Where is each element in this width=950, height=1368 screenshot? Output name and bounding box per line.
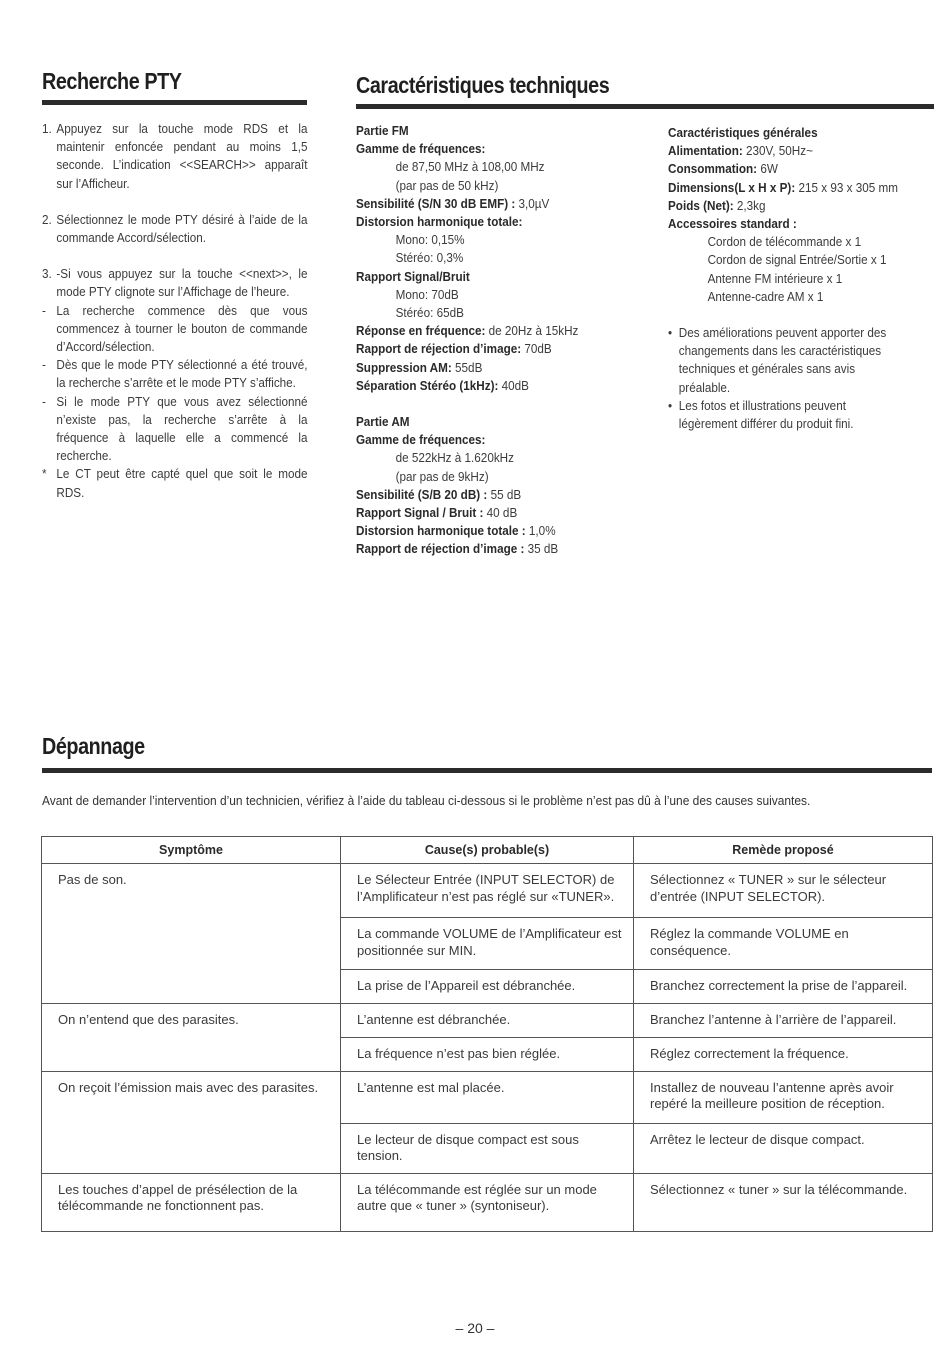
pty-sub-item: - Dès que le mode PTY sélectionné a été trouvé, la recherche s’arrête et le mode PTY s’affiche. bbox=[42, 357, 308, 391]
specs-general-column bbox=[668, 124, 931, 433]
table-row bbox=[42, 1071, 933, 1123]
remedy-cell: Branchez correctement la prise de l’appareil. bbox=[634, 970, 933, 1004]
pty-step-1: 1. Appuyez sur la touche mode RDS et la maintenir enfoncée pendant au moins 1,5 seconde. L’indication <<SEARCH>> apparaît sur l’Afficheur. bbox=[42, 121, 308, 191]
symptom-cell: On n’entend que des parasites. bbox=[42, 1004, 341, 1072]
pty-step-2: 2. Sélectionnez le mode PTY désiré à l’aide de la commande Accord/sélection. bbox=[42, 211, 308, 246]
fm-frequency-response: Réponse en fréquence: de 20Hz à 15kHz bbox=[356, 323, 579, 339]
specs-note: • Les fotos et illustrations peuvent légèrement différer du produit fini. bbox=[668, 397, 854, 432]
specs-fm-am-column bbox=[356, 122, 626, 559]
troubleshooting-intro: Avant de demander l’intervention d’un technicien, vérifiez à l’aide du tableau ci-dessous si le problème n’est pas dû à l’une des causes suivantes. bbox=[42, 793, 811, 808]
symptom-cell: Pas de son. bbox=[42, 864, 341, 1004]
fm-sensitivity: Sensibilité (S/N 30 dB EMF) : 3,0µV bbox=[356, 195, 550, 211]
pty-step-3: 3. -Si vous appuyez sur la touche <<next>>, le mode PTY clignote sur l’Affichage de l’heure. bbox=[42, 266, 308, 300]
cause-cell: La télécommande est réglée sur un mode autre que « tuner » (syntoniseur). bbox=[341, 1173, 634, 1231]
fm-stereo-separation: Séparation Stéréo (1kHz): 40dB bbox=[356, 377, 529, 393]
fm-freq-step: (par pas de 50 kHz) bbox=[395, 177, 499, 193]
fm-section-title: Partie FM bbox=[356, 123, 409, 138]
cause-cell: L’antenne est débranchée. bbox=[341, 1004, 634, 1038]
table-header-row bbox=[42, 837, 933, 864]
general-power: Alimentation: 230V, 50Hz~ bbox=[668, 143, 813, 159]
table-row bbox=[42, 1173, 933, 1231]
pty-sub-item: - Si le mode PTY que vous avez sélectionné n’existe pas, la recherche s’arrête à la fréquence à laquelle elle a commencé la recherche. bbox=[42, 393, 308, 464]
pty-steps bbox=[42, 120, 308, 302]
cause-cell: La fréquence n’est pas bien réglée. bbox=[341, 1037, 634, 1071]
header-symptom: Symptôme bbox=[42, 837, 341, 864]
fm-freq-range: de 87,50 MHz à 108,00 MHz bbox=[395, 159, 545, 175]
troubleshooting-title: Dépannage bbox=[42, 733, 145, 759]
remedy-cell: Installez de nouveau l’antenne après avoir repéré la meilleure position de réception. bbox=[634, 1071, 933, 1123]
remedy-cell: Sélectionnez « tuner » sur la télécommande. bbox=[634, 1173, 933, 1231]
am-freq-range: de 522kHz à 1.620kHz bbox=[395, 450, 514, 466]
am-sensitivity: Sensibilité (S/B 20 dB) : 55 dB bbox=[356, 486, 522, 502]
fm-snr-stereo: Stéréo: 65dB bbox=[395, 305, 464, 321]
header-remedy: Remède proposé bbox=[634, 837, 933, 864]
cause-cell: Le Sélecteur Entrée (INPUT SELECTOR) de l’Amplificateur n’est pas réglé sur «TUNER». bbox=[341, 864, 634, 918]
fm-thd-label: Distorsion harmonique totale: bbox=[356, 214, 523, 230]
am-freq-step: (par pas de 9kHz) bbox=[395, 468, 489, 484]
page-number: – 20 – bbox=[455, 1320, 495, 1336]
table-row bbox=[42, 1004, 933, 1038]
general-consumption: Consommation: 6W bbox=[668, 161, 778, 177]
troubleshooting-title-rule bbox=[42, 768, 932, 773]
fm-snr-label: Rapport Signal/Bruit bbox=[356, 268, 470, 284]
remedy-cell: Branchez l’antenne à l’arrière de l’appareil. bbox=[634, 1004, 933, 1038]
pty-title-rule bbox=[42, 100, 307, 105]
pty-note: * Le CT peut être capté quel que soit le mode RDS. bbox=[42, 466, 308, 500]
remedy-cell: Réglez la commande VOLUME en conséquence. bbox=[634, 918, 933, 970]
troubleshooting-table bbox=[41, 836, 933, 1232]
accessory-item: Antenne FM intérieure x 1 bbox=[707, 270, 843, 286]
am-image-rejection: Rapport de réjection d’image : 35 dB bbox=[356, 541, 559, 557]
accessory-item: Cordon de signal Entrée/Sortie x 1 bbox=[707, 252, 887, 268]
fm-freq-label: Gamme de fréquences: bbox=[356, 141, 486, 157]
specs-note: • Des améliorations peuvent apporter des changements dans les caractéristiques techniques et générales sans avis préalable. bbox=[668, 325, 887, 395]
specs-title: Caractéristiques techniques bbox=[356, 72, 610, 98]
symptom-cell: On reçoit l’émission mais avec des parasites. bbox=[42, 1071, 341, 1173]
general-weight: Poids (Net): 2,3kg bbox=[668, 197, 766, 213]
am-thd: Distorsion harmonique totale : 1,0% bbox=[356, 523, 556, 539]
pty-column bbox=[42, 120, 308, 502]
general-accessories-label: Accessoires standard : bbox=[668, 216, 797, 232]
specs-title-rule bbox=[356, 104, 934, 109]
fm-image-rejection: Rapport de réjection d’image: 70dB bbox=[356, 341, 552, 357]
cause-cell: La commande VOLUME de l’Amplificateur est positionnée sur MIN. bbox=[341, 918, 634, 970]
symptom-cell: Les touches d’appel de présélection de la télécommande ne fonctionnent pas. bbox=[42, 1173, 341, 1231]
accessory-item: Antenne-cadre AM x 1 bbox=[707, 288, 824, 304]
general-section-title: Caractéristiques générales bbox=[668, 125, 818, 140]
general-dimensions: Dimensions(L x H x P): 215 x 93 x 305 mm bbox=[668, 179, 898, 195]
fm-snr-mono: Mono: 70dB bbox=[395, 286, 459, 302]
am-section-title: Partie AM bbox=[356, 414, 410, 430]
cause-cell: L’antenne est mal placée. bbox=[341, 1071, 634, 1123]
remedy-cell: Arrêtez le lecteur de disque compact. bbox=[634, 1123, 933, 1173]
cause-cell: Le lecteur de disque compact est sous tension. bbox=[341, 1123, 634, 1173]
remedy-cell: Sélectionnez « TUNER » sur le sélecteur d’entrée (INPUT SELECTOR). bbox=[634, 864, 933, 918]
table-row bbox=[42, 864, 933, 918]
accessory-item: Cordon de télécommande x 1 bbox=[707, 234, 862, 250]
remedy-cell: Réglez correctement la fréquence. bbox=[634, 1037, 933, 1071]
am-snr: Rapport Signal / Bruit : 40 dB bbox=[356, 505, 518, 521]
cause-cell: La prise de l’Appareil est débranchée. bbox=[341, 970, 634, 1004]
pty-title: Recherche PTY bbox=[42, 68, 182, 94]
pty-sub-item: - La recherche commence dès que vous commencez à tourner le bouton de commande d’Accord/sélection. bbox=[42, 302, 308, 355]
header-cause: Cause(s) probable(s) bbox=[341, 837, 634, 864]
fm-thd-stereo: Stéréo: 0,3% bbox=[395, 250, 464, 266]
fm-thd-mono: Mono: 0,15% bbox=[395, 232, 465, 248]
am-freq-label: Gamme de fréquences: bbox=[356, 432, 486, 448]
fm-am-suppression: Suppression AM: 55dB bbox=[356, 359, 483, 375]
